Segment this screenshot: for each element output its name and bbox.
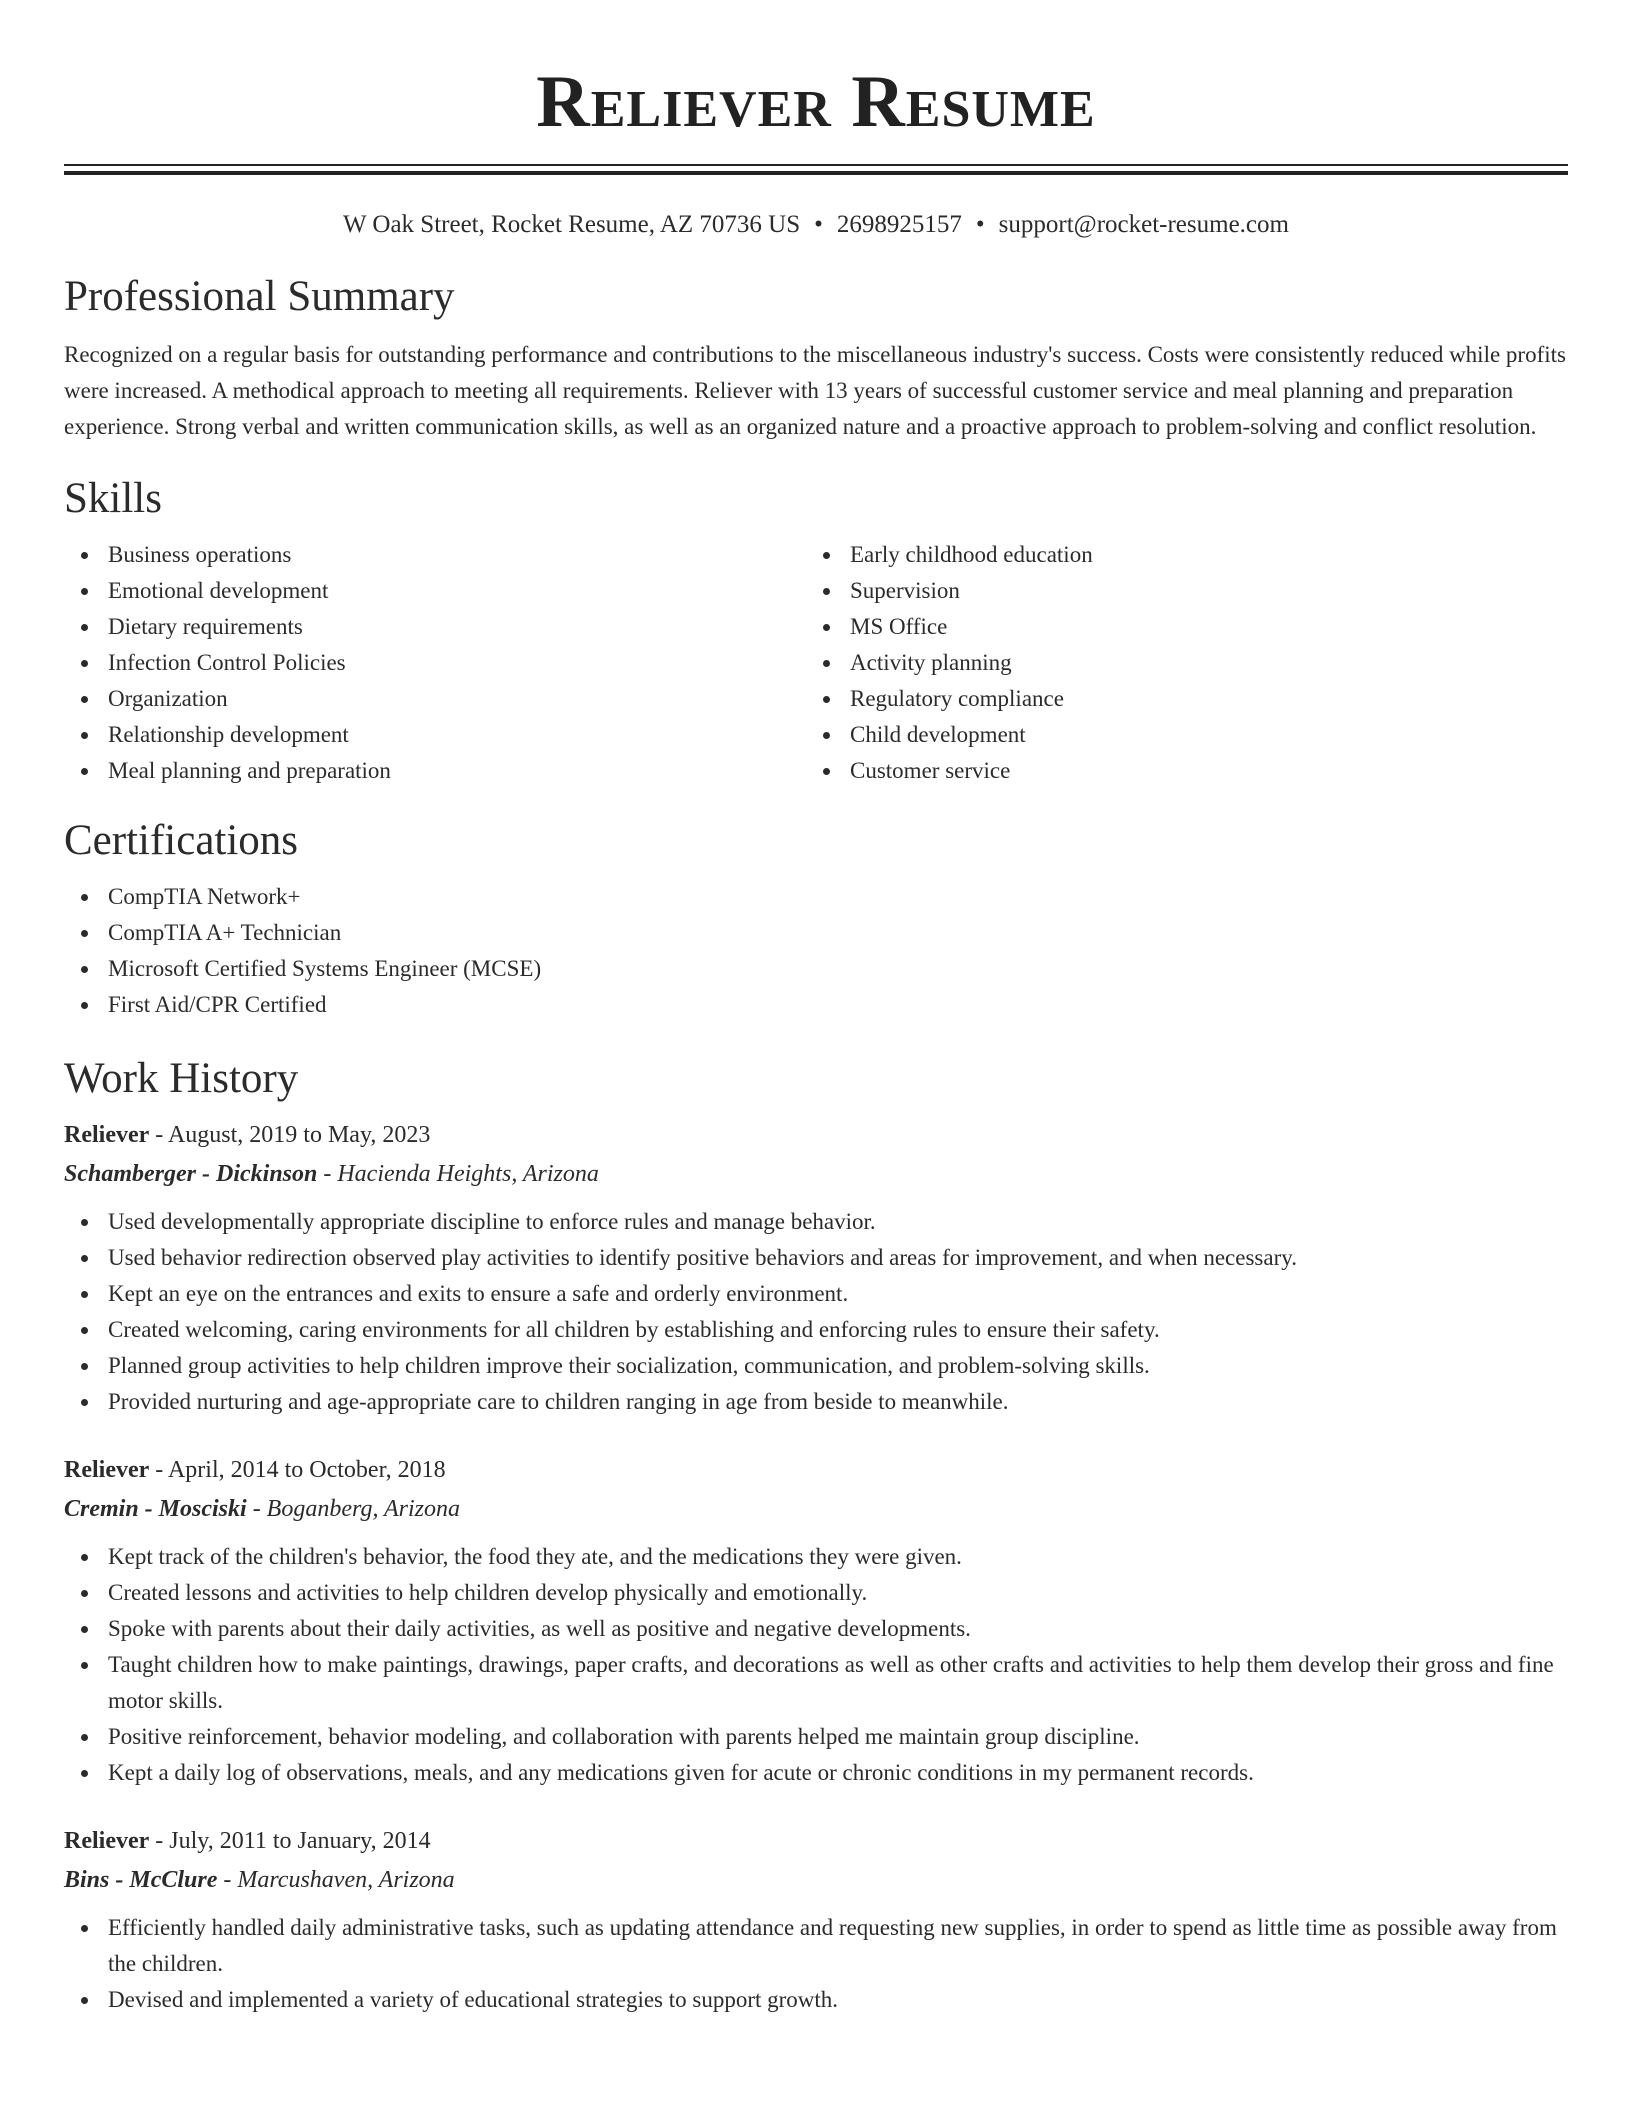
employer-line <box>64 1156 1568 1192</box>
work-history-section <box>64 1053 1568 2018</box>
job-entry <box>64 1117 1568 1420</box>
job-position: Reliever <box>64 1122 150 1148</box>
certification-item: CompTIA A+ Technician <box>64 915 1568 951</box>
employer-line <box>64 1491 1568 1527</box>
skills-list-left <box>64 537 806 789</box>
header-divider <box>64 164 1568 175</box>
skill-item: Dietary requirements <box>64 609 806 645</box>
certifications-list <box>64 879 1568 1023</box>
skill-item: Activity planning <box>806 645 1548 681</box>
job-entry <box>64 1452 1568 1791</box>
skills-heading: Skills <box>64 475 162 522</box>
resume-name: Reliever Resume <box>536 61 1096 143</box>
job-bullet: Devised and implemented a variety of educational strategies to support growth. <box>64 1982 1568 2018</box>
work-history-heading: Work History <box>64 1055 299 1102</box>
employer-name: Cremin - Mosciski <box>64 1496 247 1522</box>
employer-location: - Boganberg, Arizona <box>246 1496 461 1522</box>
summary-section <box>64 271 1568 445</box>
job-bullet: Spoke with parents about their daily activities, as well as positive and negative developments. <box>64 1611 1568 1647</box>
contact-separator: • <box>975 211 985 238</box>
job-bullet: Created lessons and activities to help children develop physically and emotionally. <box>64 1575 1568 1611</box>
contact-line <box>64 209 1568 241</box>
skill-item: Emotional development <box>64 573 806 609</box>
job-bullet-list <box>64 1910 1568 2018</box>
skills-grid <box>64 537 1568 789</box>
job-title-line <box>64 1452 1568 1488</box>
job-title-line <box>64 1117 1568 1153</box>
job-dates: - July, 2011 to January, 2014 <box>149 1828 431 1854</box>
job-bullet: Taught children how to make paintings, drawings, paper crafts, and decorations as well as other crafts and activities to help them develop their gross and fine motor skills. <box>64 1647 1568 1719</box>
skill-item: Supervision <box>806 573 1548 609</box>
skill-item: Regulatory compliance <box>806 681 1548 717</box>
certification-item: Microsoft Certified Systems Engineer (MCSE) <box>64 951 1568 987</box>
job-dates: - August, 2019 to May, 2023 <box>149 1122 431 1148</box>
certifications-section <box>64 815 1568 1023</box>
contact-address: W Oak Street, Rocket Resume, AZ 70736 US <box>343 211 801 238</box>
job-entry <box>64 1823 1568 2018</box>
certification-item: First Aid/CPR Certified <box>64 987 1568 1023</box>
contact-phone: 2698925157 <box>836 211 962 238</box>
employer-name: Bins - McClure <box>64 1867 218 1893</box>
job-bullet: Kept track of the children's behavior, the food they ate, and the medications they were given. <box>64 1539 1568 1575</box>
skills-section <box>64 473 1568 789</box>
job-bullet: Used behavior redirection observed play activities to identify positive behaviors and areas for improvement, and when necessary. <box>64 1240 1568 1276</box>
skill-item: Infection Control Policies <box>64 645 806 681</box>
job-bullet-list <box>64 1204 1568 1420</box>
job-bullet: Used developmentally appropriate discipline to enforce rules and manage behavior. <box>64 1204 1568 1240</box>
employer-location: - Marcushaven, Arizona <box>217 1867 455 1893</box>
summary-text: Recognized on a regular basis for outstanding performance and contributions to the miscellaneous industry's success. Costs were consistently reduced while profits were increased. A methodical approach to meeting all requirements. Reliever with 13 years of successful customer service and meal planning and preparation experience. Strong verbal and written communication skills, as well as an organized nature and a proactive approach to problem-solving and conflict resolution. <box>64 342 1566 439</box>
employer-name: Schamberger - Dickinson <box>64 1161 318 1187</box>
employer-line <box>64 1862 1568 1898</box>
skill-item: Early childhood education <box>806 537 1548 573</box>
job-bullet: Created welcoming, caring environments for all children by establishing and enforcing rules to ensure their safety. <box>64 1312 1568 1348</box>
job-bullet: Kept a daily log of observations, meals, and any medications given for acute or chronic conditions in my permanent records. <box>64 1755 1568 1791</box>
job-bullet: Efficiently handled daily administrative tasks, such as updating attendance and requesting new supplies, in order to spend as little time as possible away from the children. <box>64 1910 1568 1982</box>
job-position: Reliever <box>64 1828 150 1854</box>
contact-separator: • <box>814 211 823 238</box>
employer-location: - Hacienda Heights, Arizona <box>317 1161 599 1187</box>
job-bullet: Positive reinforcement, behavior modeling, and collaboration with parents helped me maintain group discipline. <box>64 1719 1568 1755</box>
job-title-line <box>64 1823 1568 1859</box>
skill-item: Meal planning and preparation <box>64 753 806 789</box>
job-bullet: Planned group activities to help children improve their socialization, communication, and problem-solving skills. <box>64 1348 1568 1384</box>
skill-item: Customer service <box>806 753 1548 789</box>
skill-item: Business operations <box>64 537 806 573</box>
resume-page <box>64 0 1568 2018</box>
skill-item: Organization <box>64 681 806 717</box>
job-bullet: Kept an eye on the entrances and exits to ensure a safe and orderly environment. <box>64 1276 1568 1312</box>
skill-item: Relationship development <box>64 717 806 753</box>
certification-item: CompTIA Network+ <box>64 879 1568 915</box>
summary-heading: Professional Summary <box>64 273 455 320</box>
job-bullet-list <box>64 1539 1568 1791</box>
skills-list-right <box>806 537 1548 789</box>
job-position: Reliever <box>64 1457 150 1483</box>
skill-item: MS Office <box>806 609 1548 645</box>
job-dates: - April, 2014 to October, 2018 <box>149 1457 446 1483</box>
contact-email: support@rocket-resume.com <box>998 211 1289 238</box>
job-bullet: Provided nurturing and age-appropriate care to children ranging in age from beside to meanwhile. <box>64 1384 1568 1420</box>
skill-item: Child development <box>806 717 1548 753</box>
certifications-heading: Certifications <box>64 817 299 864</box>
